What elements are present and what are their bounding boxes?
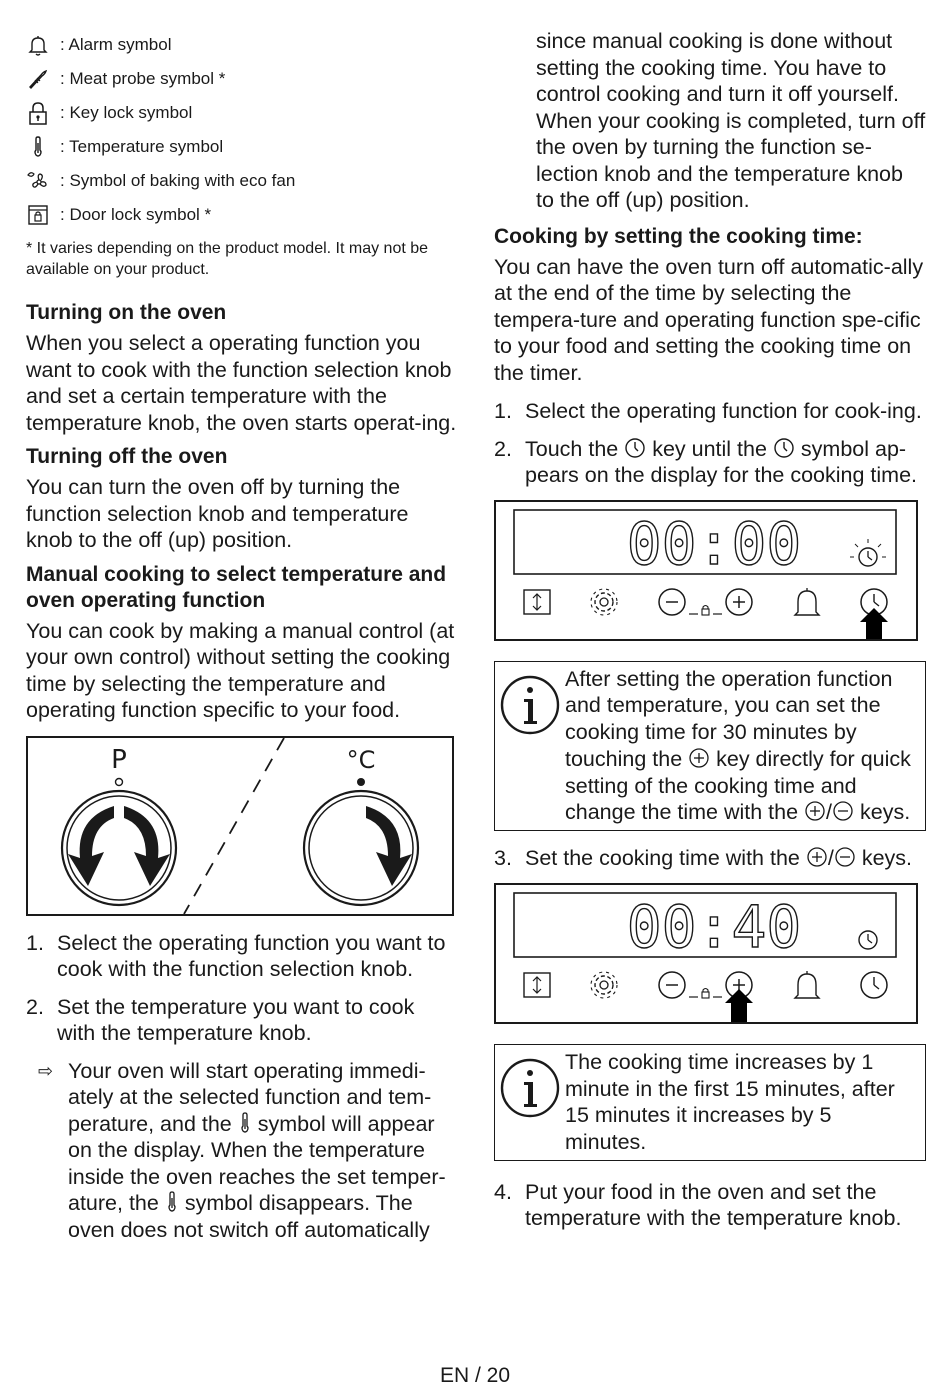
display-time-readout: 00:00 <box>626 509 802 578</box>
symbol-label: : Key lock symbol <box>60 103 193 122</box>
plus-icon <box>806 846 828 868</box>
lock-combo-icon <box>689 988 722 998</box>
info-note-quick-setting: After setting the operation function and temperature, you can set the cooking time for 30 minutes by touching the key directly for quick setting of the cooking time and change the time with the / keys. <box>494 661 926 832</box>
display-diagram-1 <box>496 502 916 639</box>
info-icon <box>495 1049 565 1156</box>
symbol-label: : Meat probe symbol * <box>60 69 226 88</box>
timed-step-3: 3. Set the cooking time with the / keys. <box>494 846 913 871</box>
symbol-row-meat-probe <box>26 62 458 96</box>
paragraph-turning-on: When you select a operating function you want to cook with the function selection knob and set a certain temperature with the temperature knob, the oven starts operat-ing. <box>26 331 457 435</box>
settings-gear-icon <box>591 972 617 998</box>
timed-step-1: 1. Select the operating function for cook-ing. <box>494 399 922 423</box>
rotate-left-arrow-icon <box>68 806 114 886</box>
plus-icon <box>804 800 826 822</box>
plus-icon <box>688 747 710 769</box>
rotate-right-arrow-icon <box>124 806 170 886</box>
temperature-knob <box>304 791 418 905</box>
thermometer-icon <box>26 135 50 159</box>
footnote: * It varies depending on the product model. It may not be available on your product. <box>26 240 429 278</box>
manual-step-1: 1. Select the operating function you want to cook with the function selection knob. <box>26 930 446 981</box>
paragraph-timed-cooking: You can have the oven turn off automatic-ally at the end of the time by selecting the tempera-ture and operating function spe-cific to your food and setting the cooking time on the timer. <box>494 254 924 385</box>
function-knob-label: P <box>111 744 127 775</box>
clock-button-icon <box>861 972 887 998</box>
paragraph-turning-off: You can turn the oven off by turning the function selection knob and temperature knob to the off (up) position. <box>26 475 409 552</box>
heading-turning-off: Turning off the oven <box>26 445 228 468</box>
result-arrow-icon: ⇨ <box>38 1060 54 1081</box>
lock-combo-icon <box>689 605 722 615</box>
manual-result: ⇨ Your oven will start operating immedi-ately at the selected function and tem-perature, and the symbol will appear on the display. When the temperature inside the oven reaches the set temper-ature, the symbol disappears. The oven does not switch off automatically <box>38 1058 446 1242</box>
heading-timed-cooking: Cooking by setting the cooking time: <box>494 224 863 248</box>
function-knob <box>62 791 176 905</box>
right-column <box>494 28 926 1243</box>
thermometer-icon <box>238 1112 252 1134</box>
thermometer-icon <box>165 1191 179 1213</box>
symbol-row-door-lock <box>26 198 458 232</box>
paragraph-manual-cooking: You can cook by making a manual control (at your own control) without setting the cooking time by selecting the temperature and operating function specific to your food. <box>26 618 455 722</box>
alarm-bell-icon <box>795 588 819 615</box>
symbol-row-temperature <box>26 130 458 164</box>
display-time-readout: 00:40 <box>626 892 802 961</box>
knob-illustration <box>26 736 454 916</box>
symbol-label: : Alarm symbol <box>60 35 172 54</box>
clock-indicator-icon <box>859 931 877 949</box>
key-lock-icon <box>26 101 50 125</box>
page-number: EN / 20 <box>439 1364 511 1387</box>
eco-fan-icon <box>26 169 50 193</box>
left-column <box>26 28 458 1243</box>
minus-button-icon <box>659 972 685 998</box>
heading-turning-on: Turning on the oven <box>26 301 227 324</box>
symbol-label: : Door lock symbol * <box>60 205 212 224</box>
plus-button-icon <box>726 589 752 615</box>
door-lock-icon <box>26 203 50 227</box>
info-icon <box>495 666 565 827</box>
blinking-clock-icon <box>850 539 886 566</box>
clock-icon <box>773 437 795 459</box>
knob-diagram <box>28 738 452 914</box>
clock-icon <box>624 437 646 459</box>
function-button-icon <box>524 973 550 997</box>
display-diagram-2 <box>496 885 916 1022</box>
minus-icon <box>834 846 856 868</box>
symbol-row-alarm <box>26 28 458 62</box>
press-arrow-icon <box>860 608 888 639</box>
alarm-bell-icon <box>795 971 819 998</box>
minus-button-icon <box>659 589 685 615</box>
symbol-row-key-lock <box>26 96 458 130</box>
info-note-time-increment: The cooking time increases by 1 minute in the first 15 minutes, after 15 minutes it increases by 5 minutes. <box>494 1044 926 1161</box>
rotate-clockwise-arrow-icon <box>366 806 412 886</box>
minus-icon <box>832 800 854 822</box>
alarm-bell-icon <box>26 33 50 57</box>
timed-step-2: 2. Touch the key until the symbol ap-pears on the display for the cooking time. <box>494 436 917 487</box>
heading-manual-cooking: Manual cooking to select temperature and oven operating function <box>26 562 447 612</box>
settings-gear-icon <box>591 589 617 615</box>
paragraph-manual-continued: since manual cooking is done without setting the cooking time. You have to control cooking and turn it off yourself. When your cooking is completed, turn off the oven by turning the function se-lection knob and the temperature knob to the off (up) position. <box>536 29 926 212</box>
function-button-icon <box>524 590 550 614</box>
symbol-row-eco-fan <box>26 164 458 198</box>
oven-display-panel-1 <box>494 500 918 641</box>
symbol-label: : Symbol of baking with eco fan <box>60 171 296 190</box>
manual-step-2: 2. Set the temperature you want to cook with the temperature knob. <box>26 994 415 1045</box>
symbol-label: : Temperature symbol <box>60 137 224 156</box>
temperature-knob-label: °C <box>346 745 376 774</box>
oven-display-panel-2 <box>494 883 918 1024</box>
meat-probe-icon <box>26 67 50 91</box>
timed-step-4: 4. Put your food in the oven and set the temperature with the temperature knob. <box>494 1179 902 1231</box>
